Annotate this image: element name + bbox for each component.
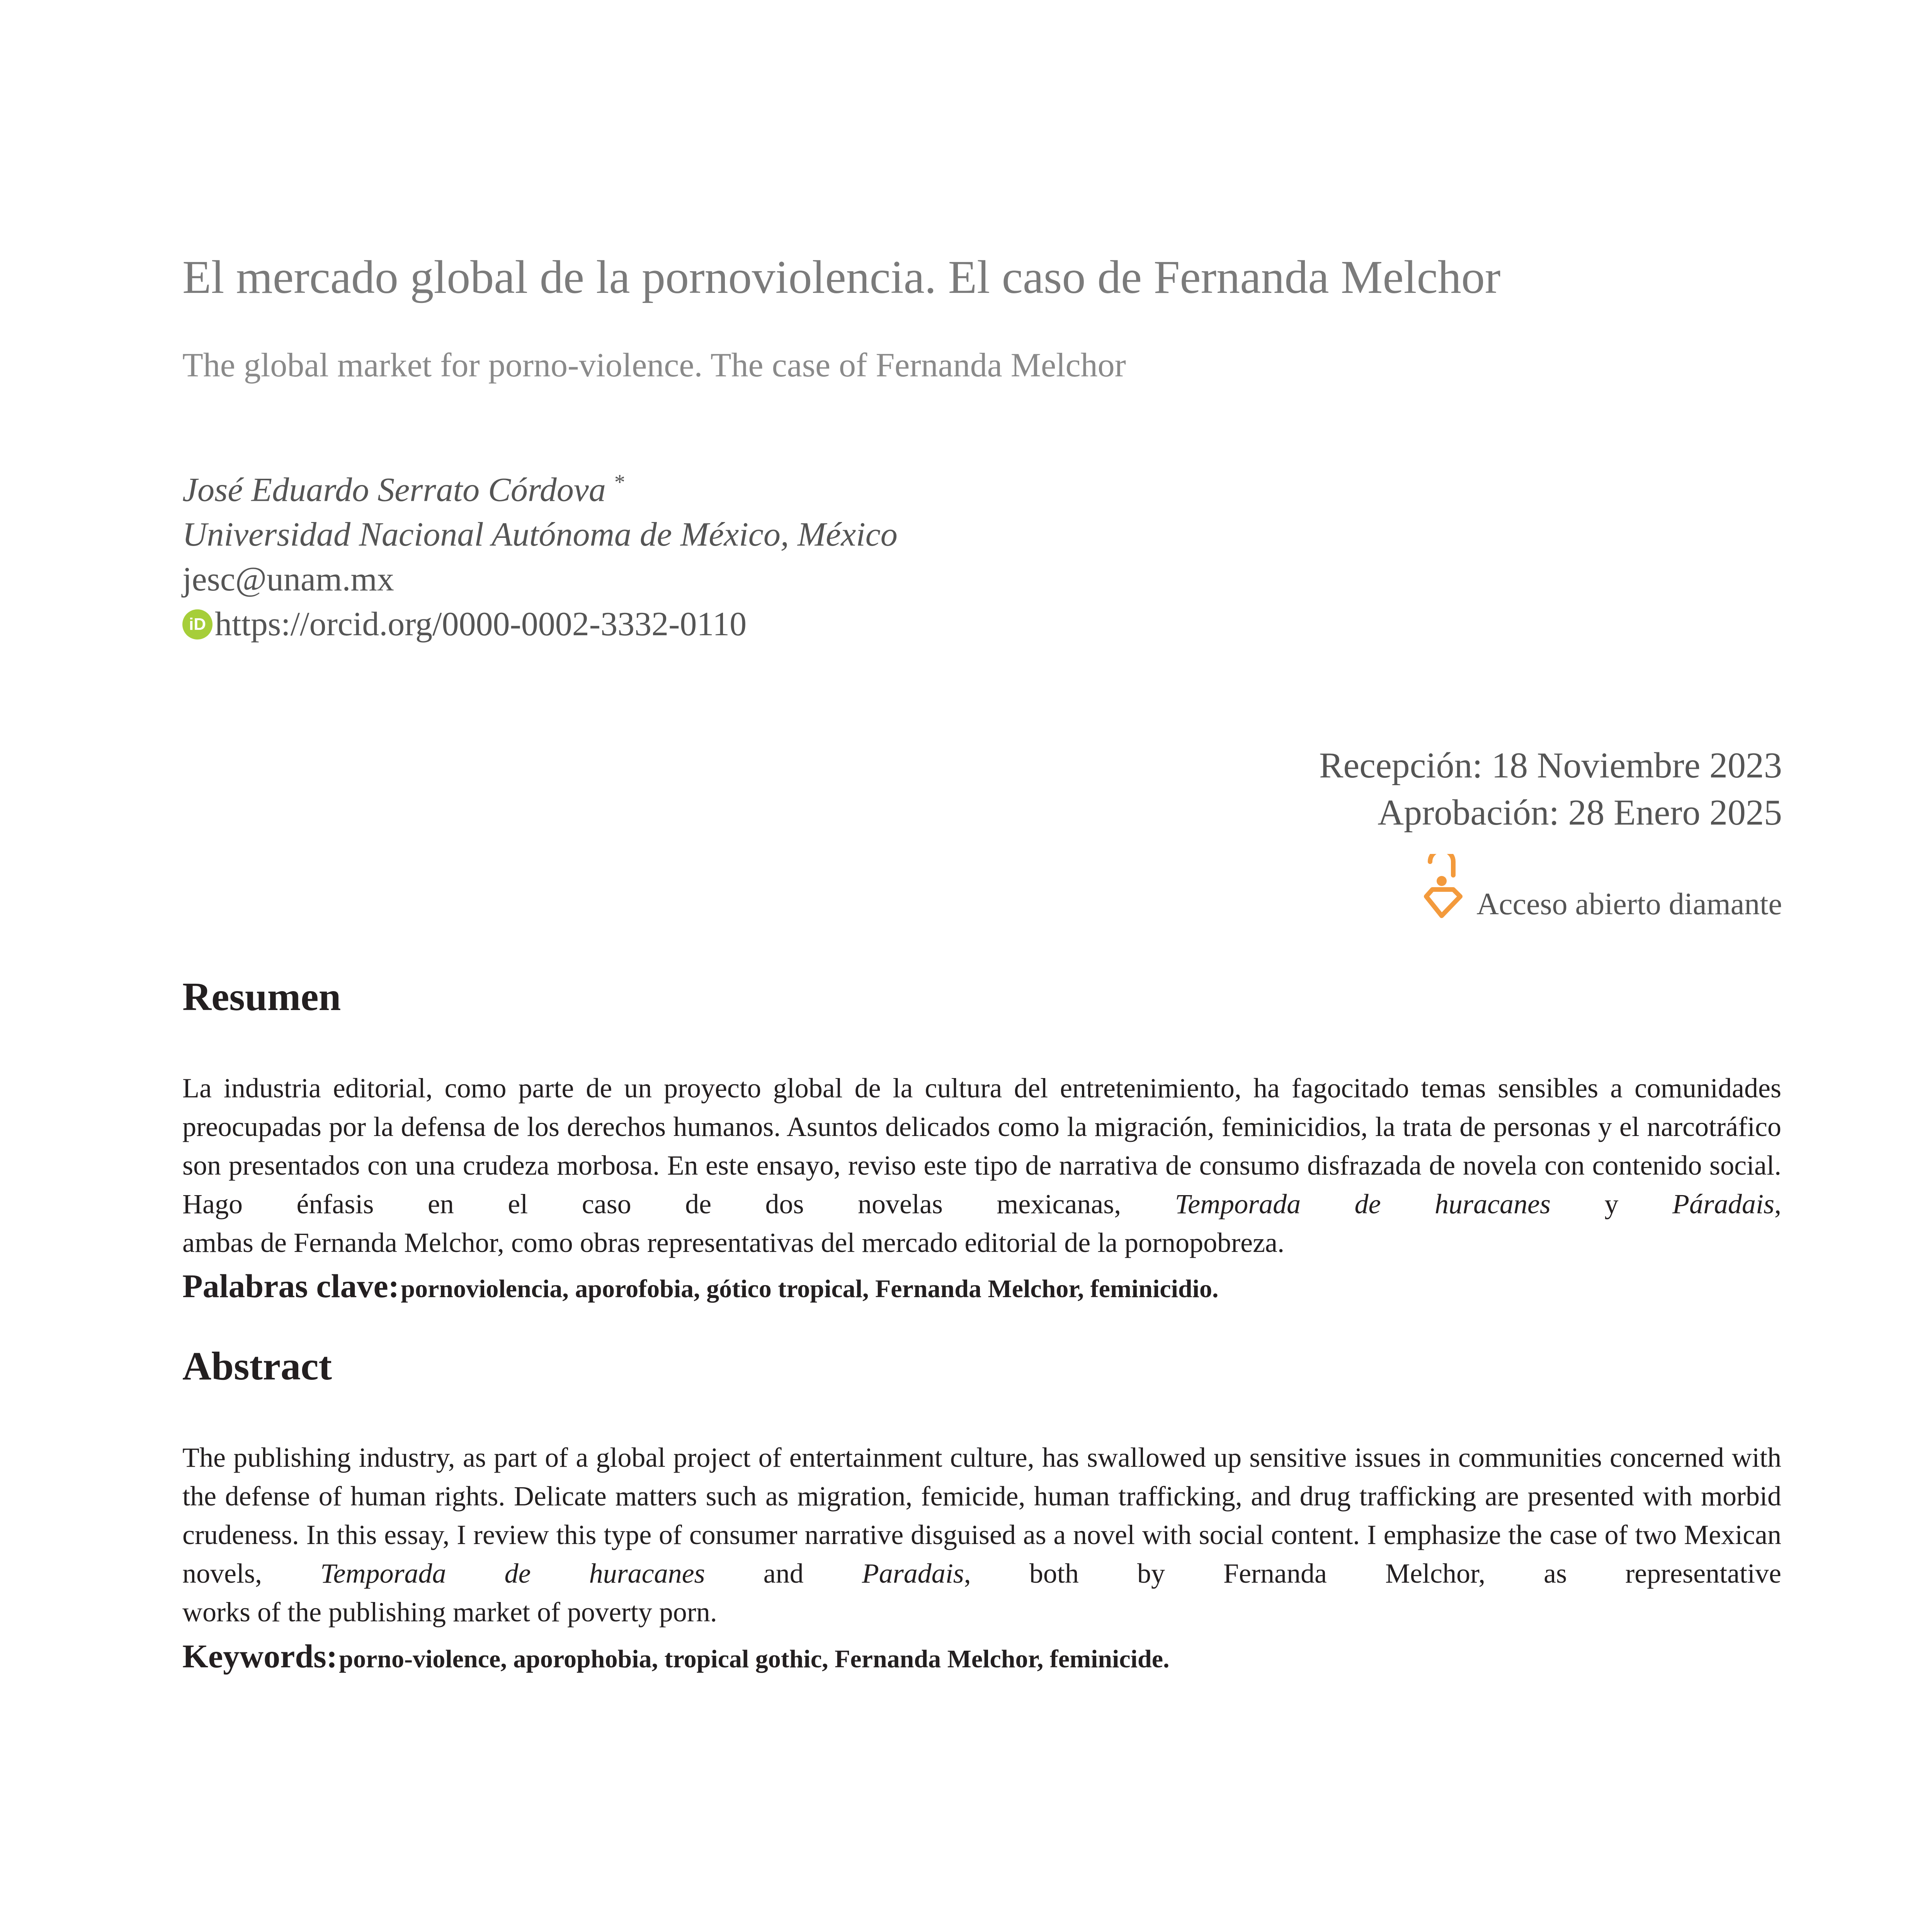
diamond-access-icon [1418, 854, 1469, 923]
orcid-link[interactable]: https://orcid.org/0000-0002-3332-0110 [215, 605, 747, 643]
author-affiliation: Universidad Nacional Autónoma de México, México [182, 516, 898, 554]
abstract-connector: and [705, 1558, 862, 1589]
received-date: Recepción: 18 Noviembre 2023 [1319, 745, 1782, 786]
abstract-book-2: Paradais [862, 1558, 964, 1589]
resumen-text [182, 1069, 1781, 1262]
resumen-heading: Resumen [182, 975, 341, 1019]
article-title-translation: The global market for porno-violence. The case of Fernanda Melchor [182, 347, 1126, 384]
abstract-book-1: Temporada de huracanes [320, 1558, 705, 1589]
author-name-line [182, 460, 898, 512]
resumen-book-1: Temporada de huracanes [1175, 1189, 1551, 1219]
author-name[interactable]: José Eduardo Serrato Córdova [182, 471, 606, 509]
author-block [182, 460, 898, 647]
resumen-keywords [182, 1267, 1218, 1305]
abstract-tail: , both by Fernanda Melchor, as representative [964, 1558, 1782, 1589]
open-access-badge[interactable] [1418, 854, 1782, 923]
abstract-heading: Abstract [182, 1344, 332, 1388]
keywords-label-en: Keywords: [182, 1638, 338, 1675]
resumen-body: La industria editorial, como parte de un proyecto global de la cultura del entretenimiento, ha fagocitado temas sensibles a comunidades preocupadas por la defensa de los derechos humanos. Asuntos delicados como la migración, feminicidios, la trata de personas y el narcotráfico son presentados con una crudeza morbosa. En este ensayo, reviso este tipo de narrativa de consumo disfrazada de novela con contenido social. Hago énfasis en el caso de dos novelas mexicanas, [182, 1073, 1781, 1219]
keywords-en: porno-violence, aporophobia, tropical gothic, Fernanda Melchor, feminicide. [339, 1645, 1170, 1673]
author-note-marker[interactable]: * [614, 470, 625, 494]
abstract-body: The publishing industry, as part of a global project of entertainment culture, has swallowed up sensitive issues in communities concerned with the defense of human rights. Delicate matters such as migration, femicide, human trafficking, and drug trafficking are presented with morbid crudeness. In this essay, I review this type of consumer narrative disguised as a novel with social content. I emphasize the case of two Mexican novels, [182, 1442, 1781, 1589]
article-title: El mercado global de la pornoviolencia. El caso de Fernanda Melchor [182, 251, 1501, 303]
access-label: Acceso abierto diamante [1476, 887, 1782, 921]
keywords-label-es: Palabras clave: [182, 1267, 400, 1304]
approved-date: Aprobación: 28 Enero 2025 [1378, 793, 1782, 833]
author-orcid[interactable] [182, 602, 898, 647]
resumen-book-2: Páradais [1672, 1189, 1774, 1219]
keywords-es: pornoviolencia, aporofobia, gótico tropical, Fernanda Melchor, feminicidio. [401, 1275, 1219, 1303]
resumen-connector: y [1551, 1189, 1672, 1219]
abstract-keywords [182, 1637, 1170, 1675]
abstract-last-line: works of the publishing market of poverty porn. [182, 1597, 717, 1628]
author-email[interactable]: jesc@unam.mx [182, 561, 394, 599]
resumen-punct: , [1774, 1189, 1781, 1219]
abstract-text [182, 1438, 1781, 1631]
resumen-last-line: ambas de Fernanda Melchor, como obras representativas del mercado editorial de la pornopobreza. [182, 1227, 1284, 1258]
article-dates [1319, 742, 1782, 836]
orcid-icon[interactable]: iD [182, 609, 213, 639]
